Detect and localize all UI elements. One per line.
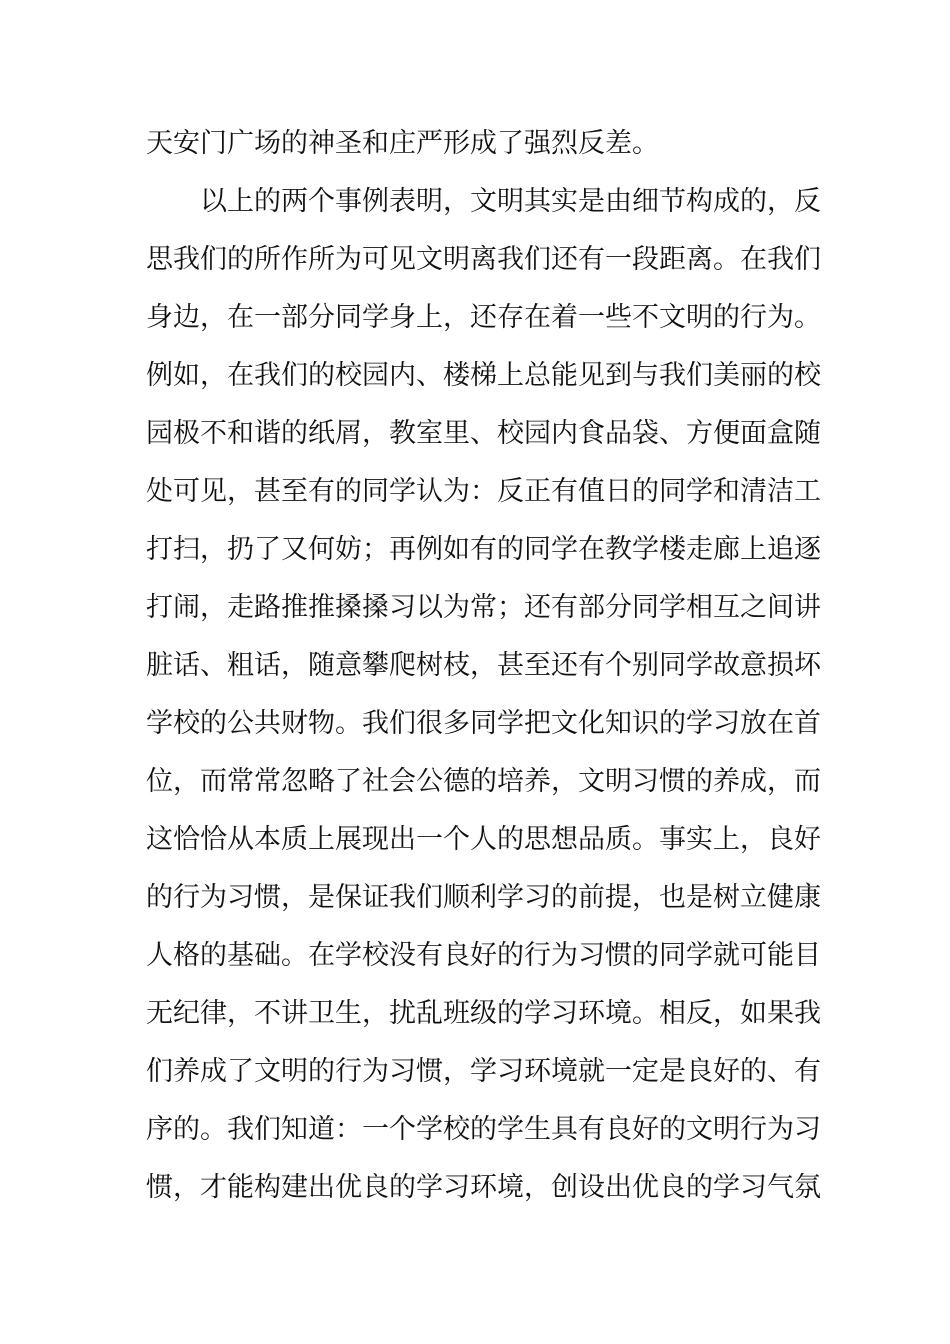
text-line: 园极不和谐的纸屑，教室里、校园内食品袋、方便面盒随 xyxy=(146,418,821,449)
text-line: 人格的基础。在学校没有良好的行为习惯的同学就可能目 xyxy=(146,940,821,971)
text-line: 们养成了文明的行为习惯，学习环境就一定是良好的、有 xyxy=(146,1056,821,1087)
text-line: 打扫，扔了又何妨；再例如有的同学在教学楼走廊上追逐 xyxy=(146,534,821,565)
text-line: 位，而常常忽略了社会公德的培养，文明习惯的养成，而 xyxy=(146,766,821,797)
text-line: 序的。我们知道：一个学校的学生具有良好的文明行为习 xyxy=(146,1114,821,1145)
text-line: 身边，在一部分同学身上，还存在着一些不文明的行为。 xyxy=(146,302,821,333)
text-line: 思我们的所作所为可见文明离我们还有一段距离。在我们 xyxy=(146,244,821,275)
text-line: 无纪律，不讲卫生，扰乱班级的学习环境。相反，如果我 xyxy=(146,998,821,1029)
text-line: 天安门广场的神圣和庄严形成了强烈反差。 xyxy=(146,128,659,159)
text-line: 惯，才能构建出优良的学习环境，创设出优良的学习气氛 xyxy=(146,1172,821,1203)
text-line: 脏话、粗话，随意攀爬树枝，甚至还有个别同学故意损坏 xyxy=(146,650,821,681)
text-line: 处可见，甚至有的同学认为：反正有值日的同学和清洁工 xyxy=(146,476,821,507)
text-line: 学校的公共财物。我们很多同学把文化知识的学习放在首 xyxy=(146,708,821,739)
text-line: 以上的两个事例表明，文明其实是由细节构成的，反 xyxy=(200,186,821,217)
text-line: 这恰恰从本质上展现出一个人的思想品质。事实上，良好 xyxy=(146,824,821,855)
text-line: 打闹，走路推推搡搡习以为常；还有部分同学相互之间讲 xyxy=(146,592,821,623)
text-line: 的行为习惯，是保证我们顺利学习的前提，也是树立健康 xyxy=(146,882,821,913)
text-line: 例如，在我们的校园内、楼梯上总能见到与我们美丽的校 xyxy=(146,360,821,391)
